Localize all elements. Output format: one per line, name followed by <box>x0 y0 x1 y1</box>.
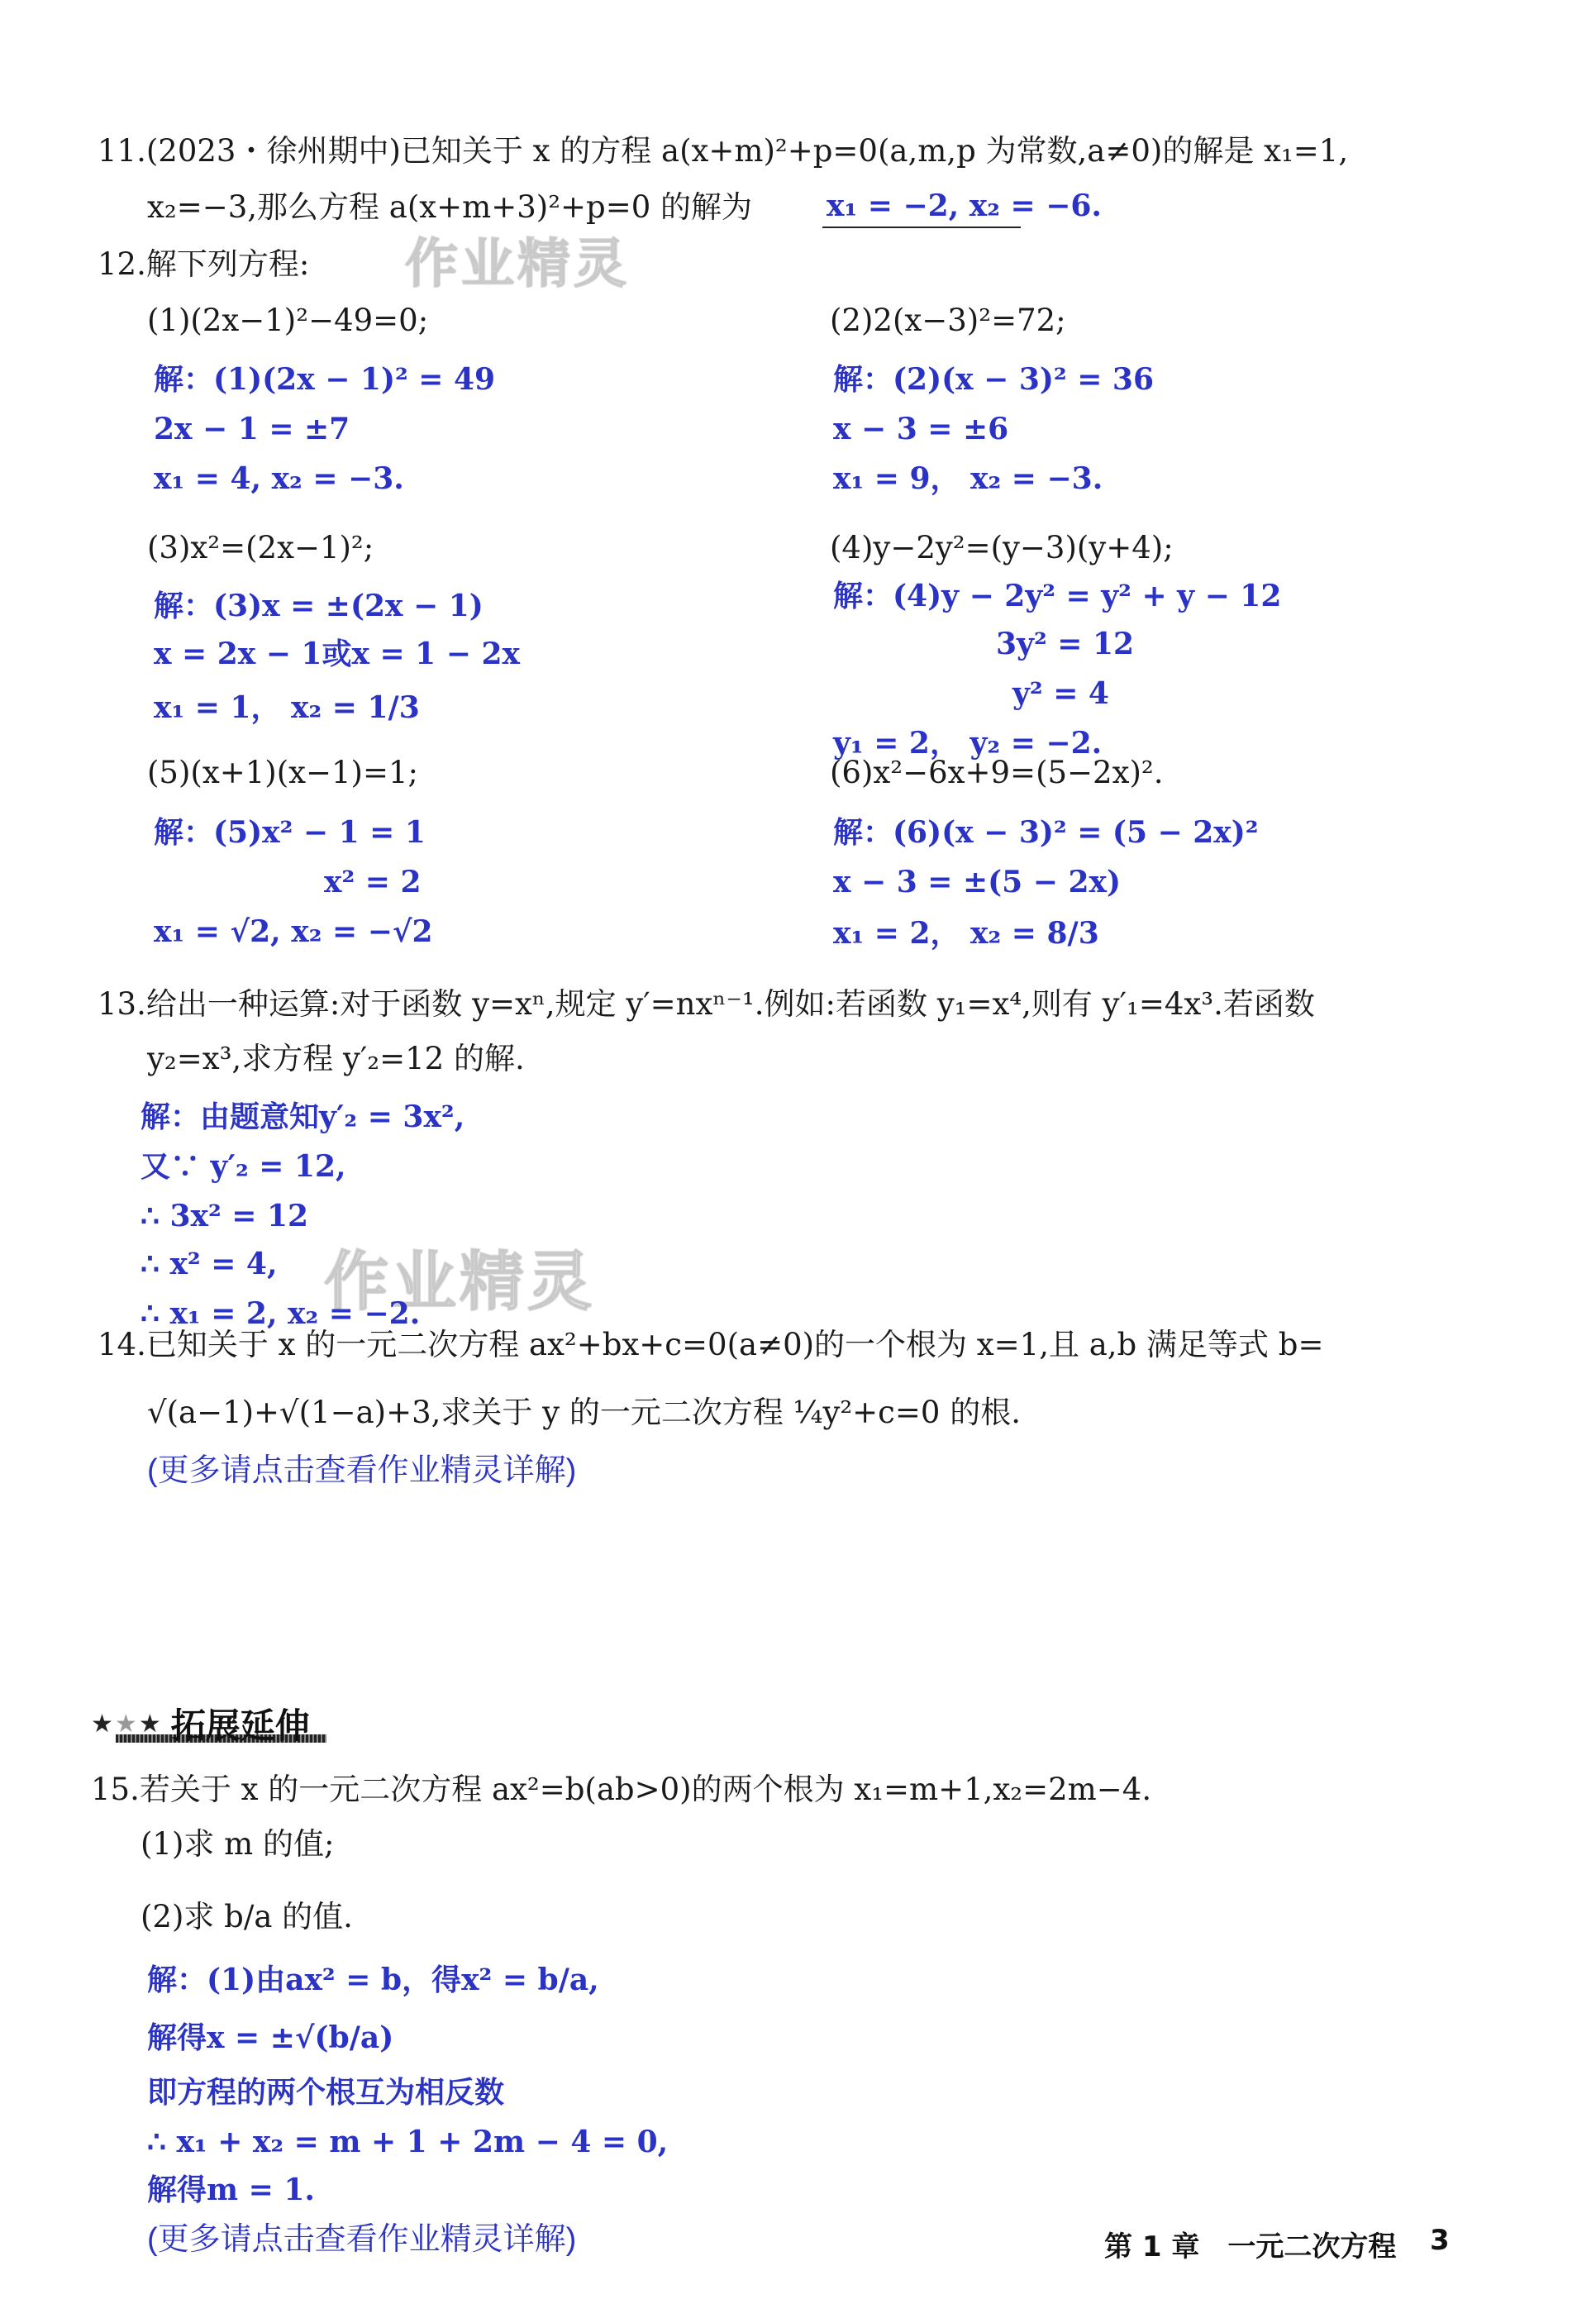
star-icon: ★ <box>91 1709 113 1739</box>
q12-part1-answer-line3: x₁ = 4, x₂ = −3. <box>154 461 404 496</box>
q15-answer-line1: 解：(1)由ax² = b，得x² = b/a, <box>147 1963 599 1997</box>
q12-part1-answer-line2: 2x − 1 = ±7 <box>154 412 350 446</box>
q15-answer-line3: 即方程的两个根互为相反数 <box>147 2075 505 2110</box>
q12-part5-question: (5)(x+1)(x−1)=1; <box>147 755 418 790</box>
q13-answer-line1: 解：由题意知y′₂ = 3x², <box>141 1099 465 1134</box>
q12-part4-answer-line4: y₁ = 2， y₂ = −2. <box>833 726 1103 761</box>
q15-answer-line5: 解得m = 1. <box>147 2173 315 2207</box>
q12-part5-answer-line1: 解：(5)x² − 1 = 1 <box>154 815 426 850</box>
q13-line1: 13.给出一种运算:对于函数 y=xⁿ,规定 y′=nxⁿ⁻¹.例如:若函数 y₁=x⁴,则有 y′₁=4x³.若函数 <box>98 986 1315 1022</box>
q12-part2-answer-line2: x − 3 = ±6 <box>833 412 1009 446</box>
section-title-text: 拓展延伸 <box>170 1705 310 1746</box>
q15-part1: (1)求 m 的值; <box>141 1826 335 1862</box>
q14-line2: √(a−1)+√(1−a)+3,求关于 y 的一元二次方程 ¼y²+c=0 的根. <box>147 1395 1021 1430</box>
watermark-middle: 作业精灵 <box>324 1245 596 1319</box>
q12-part1-answer-line1: 解：(1)(2x − 1)² = 49 <box>154 362 496 397</box>
star-icon: ★ <box>138 1709 161 1739</box>
q13-answer-line2: 又∵ y′₂ = 12, <box>141 1149 346 1184</box>
q12-part6-answer-line2: x − 3 = ±(5 − 2x) <box>833 865 1121 899</box>
q14-more-link[interactable]: (更多请点击查看作业精灵详解) <box>147 1453 577 1488</box>
q12-part3-answer-line2: x = 2x − 1或x = 1 − 2x <box>154 637 520 671</box>
q12-part4-answer-line2: 3y² = 12 <box>996 627 1135 661</box>
q12-part6-answer-line3: x₁ = 2， x₂ = 8/3 <box>833 916 1099 951</box>
q12-part4-answer-line3: y² = 4 <box>1012 676 1109 711</box>
watermark-top: 作业精灵 <box>405 234 630 295</box>
q12-title: 12.解下列方程: <box>98 246 310 282</box>
q15-answer-line2: 解得x = ±√(b/a) <box>147 2020 394 2055</box>
q15-line1: 15.若关于 x 的一元二次方程 ax²=b(ab>0)的两个根为 x₁=m+1,x₂=2m−4. <box>91 1772 1152 1807</box>
footer-page-number: 3 <box>1430 2224 1450 2257</box>
star-icon: ★ <box>114 1709 137 1739</box>
q12-part6-answer-line1: 解：(6)(x − 3)² = (5 − 2x)² <box>833 815 1259 850</box>
q12-part5-answer-line2: x² = 2 <box>324 865 422 899</box>
q12-part2-answer-line3: x₁ = 9， x₂ = −3. <box>833 461 1103 496</box>
q12-part4-question: (4)y−2y²=(y−3)(y+4); <box>830 530 1174 565</box>
q15-answer-line4: ∴ x₁ + x₂ = m + 1 + 2m − 4 = 0, <box>147 2125 669 2159</box>
q11-answer-blank <box>822 227 1021 228</box>
q12-part2-question: (2)2(x−3)²=72; <box>830 303 1066 338</box>
footer-chapter: 第 1 章 一元二次方程 <box>1104 2230 1397 2263</box>
q13-answer-line4: ∴ x² = 4, <box>141 1247 278 1281</box>
q12-part2-answer-line1: 解：(2)(x − 3)² = 36 <box>833 362 1155 397</box>
q12-part4-answer-line1: 解：(4)y − 2y² = y² + y − 12 <box>833 579 1282 613</box>
q12-part1-question: (1)(2x−1)²−49=0; <box>147 303 429 338</box>
q11-line1: 11.(2023・徐州期中)已知关于 x 的方程 a(x+m)²+p=0(a,m,p 为常数,a≠0)的解是 x₁=1, <box>98 133 1349 169</box>
q15-part2: (2)求 b/a 的值. <box>141 1899 353 1934</box>
q13-answer-line3: ∴ 3x² = 12 <box>141 1199 309 1233</box>
q15-more-link[interactable]: (更多请点击查看作业精灵详解) <box>147 2222 577 2257</box>
q12-part3-question: (3)x²=(2x−1)²; <box>147 530 374 565</box>
q12-part5-answer-line3: x₁ = √2, x₂ = −√2 <box>154 914 433 949</box>
q11-line2: x₂=−3,那么方程 a(x+m+3)²+p=0 的解为 <box>147 189 753 225</box>
q11-answer: x₁ = −2, x₂ = −6. <box>827 188 1102 223</box>
q13-line2: y₂=x³,求方程 y′₂=12 的解. <box>147 1041 525 1076</box>
q12-part3-answer-line3: x₁ = 1， x₂ = 1/3 <box>154 690 420 725</box>
q14-line1: 14.已知关于 x 的一元二次方程 ax²+bx+c=0(a≠0)的一个根为 x=1,且 a,b 满足等式 b= <box>98 1327 1324 1362</box>
section-title-extension <box>91 1701 310 1746</box>
q12-part6-question: (6)x²−6x+9=(5−2x)². <box>830 755 1164 790</box>
q12-part3-answer-line1: 解：(3)x = ±(2x − 1) <box>154 589 484 623</box>
q13-answer-line5: ∴ x₁ = 2, x₂ = −2. <box>141 1296 421 1331</box>
